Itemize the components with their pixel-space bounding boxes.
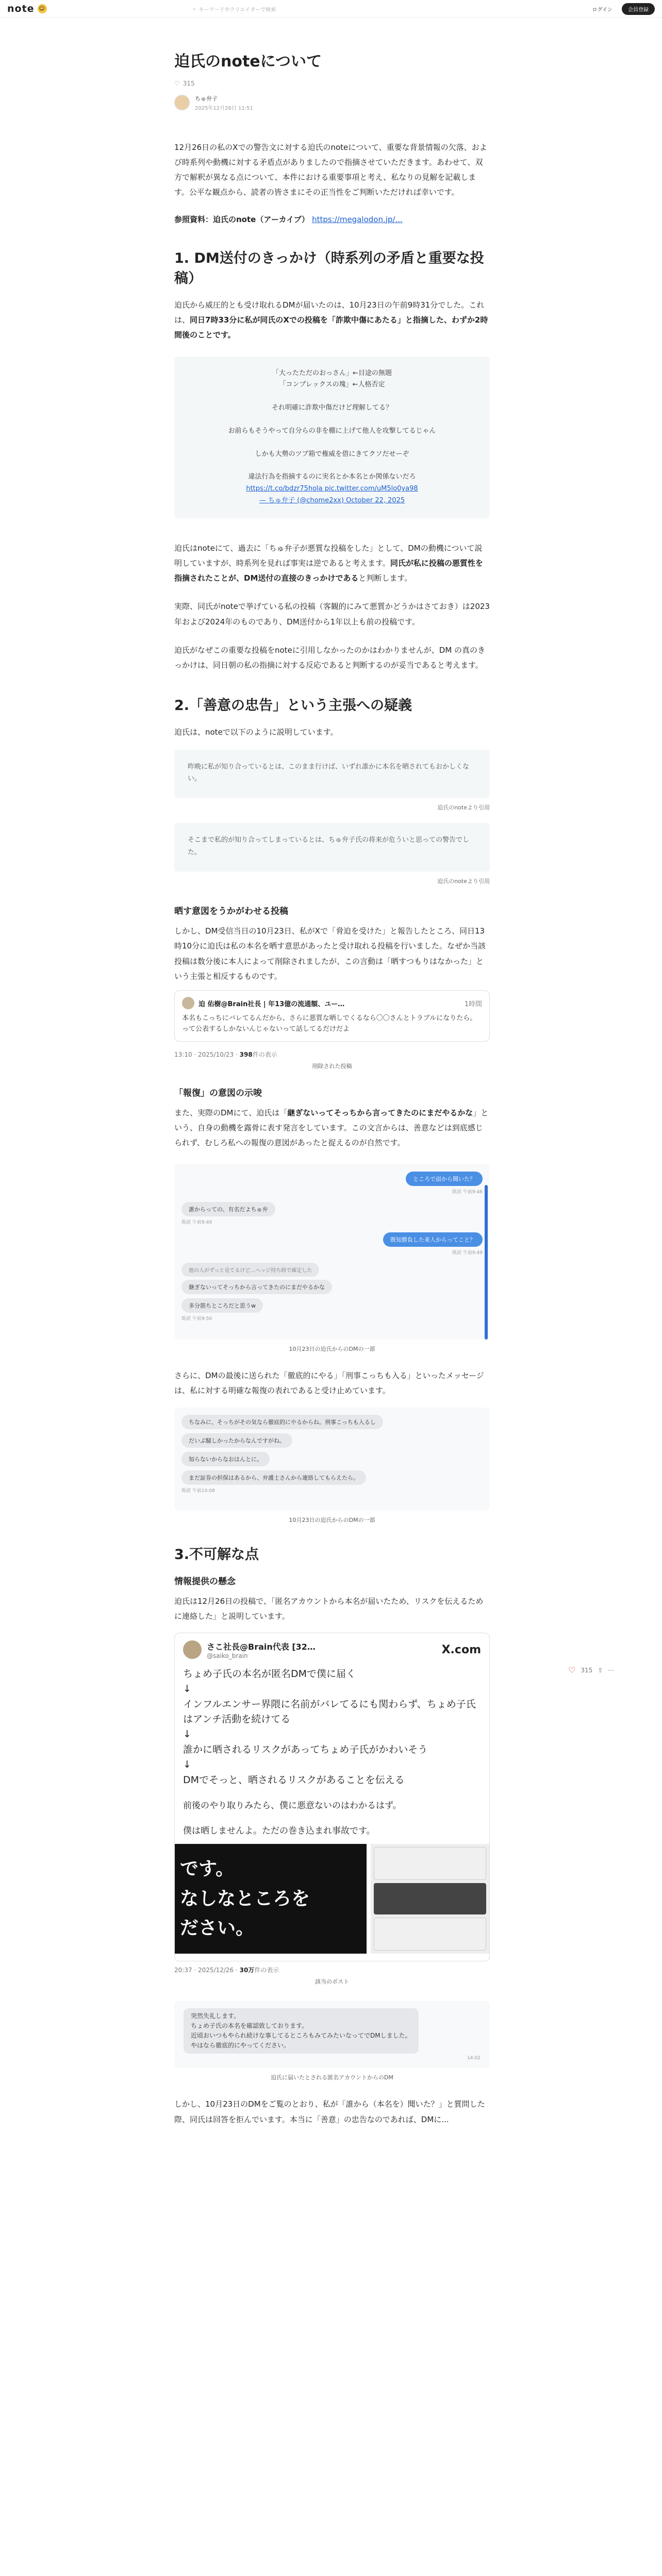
post-line: ↓ (183, 1759, 191, 1771)
dm-bubble-received: 誰からっての、有名だよちゅ弁 (181, 1202, 275, 1216)
attached-image-thumb (374, 1918, 486, 1951)
search-box[interactable] (193, 3, 339, 14)
tweet-line: お前らもそうやって自分らの非を棚に上げて他人を攻撃してるじゃん (228, 427, 436, 435)
paragraph-conclusion-1: 迫氏がなぜこの重要な投稿をnoteに引用しなかったのかはわかりませんが、DM の真のきっかけは、同日朝の私の指摘に対する反応であると判断するのが妥当であると考えます。 (174, 645, 486, 670)
post-line: ↓ (183, 1728, 191, 1740)
bold-span: 継ぎないってそっちから言ってきたのにまだやるかな (287, 1108, 473, 1117)
bold-span: 同日7時33分に私が同氏のXでの投稿を「詐欺中傷にあたる」と指摘した、わずか2時間後のことです。 (174, 315, 488, 340)
text-span: 迫氏から威圧的とも受け取れるDMが届いたのは、10月23日の午前9時31分でした。これは、 (174, 300, 485, 325)
intro-paragraph: 12月26日の私のXでの警告文に対する迫氏のnoteについて、重要な背景情報の欠落、および時系列や動機に対する矛盾点がありましたので指摘させていただきます。あわせて、双方で解釈が異なる点について、本件における重要事項と考え、私なりの見解を記載します。公平な観点から、読者の皆さまにその正当性をご判断いただければ幸いです。 (174, 142, 487, 197)
dm-timestamp: 既読 午前9:50 (181, 1316, 212, 1321)
search-input[interactable]: キーワードやクリエイターで検索 (198, 7, 276, 13)
dm-timestamp: 14:02 (467, 2056, 481, 2061)
post-text: 本名もこっちにバレてるんだから、さらに悪質な晒しでくるなら〇〇さんとトラブルになりたら。って公表するしかないんじゃないって話してるだけだよ (182, 1014, 477, 1033)
reference-line (174, 214, 490, 225)
more-icon[interactable]: ⋯ (608, 1666, 615, 1674)
dm-bubble-received: ちなみに、そっちがその気なら徹底的にやるからね。刑事こっちも入るし (181, 1415, 383, 1429)
view-suffix: 件の表示 (254, 1966, 279, 1974)
post-author: さこ社長@Brain代表 [32… (207, 1641, 316, 1652)
subheading-info-concern: 情報提供の懸念 (174, 1577, 236, 1587)
paragraph-note-explanation (174, 541, 490, 586)
attached-image-dark: です。 なしなところを ださい。 (175, 1844, 367, 1954)
deleted-post-card[interactable] (174, 990, 490, 1042)
share-icon[interactable]: ⇪ (598, 1666, 603, 1674)
x-post-screenshot[interactable] (174, 1633, 490, 1961)
reference-label: 参照資料：迫氏のnote（アーカイブ） (174, 214, 309, 224)
text-span: 迫氏はnoteにて、過去に「ちゅ弁子が悪質な投稿をした」として、DMの動機について説明していますが、時系列を見れば事実は逆であると考えます。 (174, 543, 483, 568)
paragraph-retaliation (174, 1106, 490, 1151)
post-meta (174, 1965, 490, 1974)
text-span: と判断します。 (358, 573, 412, 583)
view-count: 398 (239, 1050, 253, 1058)
post-line: 僕は晒しませんよ。ただの巻き込まれ事故です。 (183, 1825, 375, 1836)
post-line: インフルエンサー界隈に名前がバレてるにも関わらず、ちょめ子氏はアンチ活動を続けてる (183, 1698, 476, 1725)
tweet-line: それ明確に詐欺中傷だけど理解してる？ (271, 404, 392, 412)
like-count: 315 (581, 1666, 593, 1674)
section-heading-2: 2.「善意の忠告」という主張への疑義 (174, 698, 412, 714)
avatar (183, 1640, 202, 1659)
text-span: また、実際のDMにて、迫氏は「 (174, 1108, 288, 1117)
image-caption: 10月23日の迫氏からのDMの一部 (289, 1517, 375, 1524)
logo-face-icon: ☺ (38, 4, 47, 13)
dm-bubble-sent: ところで面から聞いた？ (406, 1172, 483, 1186)
post-handle: @saiko_brain (207, 1652, 248, 1659)
logo-text: note (7, 3, 35, 14)
attached-image-thumb (374, 1847, 486, 1880)
post-line: ↓ (183, 1683, 191, 1695)
view-suffix: 件の表示 (252, 1050, 277, 1058)
post-line: 前後のやり取りみたら、僕に悪意ないのはわかるはず。 (183, 1801, 402, 1811)
paragraph-past-posts: 実際、同氏がnoteで挙げている私の投稿（客観的にみて悪質かどうかはさておき）は2023年および2024年のものであり、DM送付から1年以上も前の投稿です。 (174, 602, 490, 626)
dm-bubble-received: 突然失礼します。 ちょめ子氏の本名を確認致しております。 近頃おいつもやられ続けな事してるところもみてみたいなってでDMしました。 やはなら徹底的にやってください。 (184, 2008, 419, 2054)
dm-screenshot-3 (174, 2001, 490, 2069)
section-heading-1: 1. DM送付のきっかけ（時系列の矛盾と重要な投稿） (174, 250, 484, 286)
post-time: 20:37 · 2025/12/26 · (174, 1966, 240, 1974)
like-count: 315 (183, 79, 195, 87)
reference-link[interactable]: https://megalodon.jp/... (312, 214, 403, 224)
paragraph-final-dm: さらに、DMの最後に送られた「徹底的にやる」「刑事こっちも入る」といったメッセージは、私に対する明確な報復の表れであると受け止めています。 (174, 1370, 484, 1395)
author-block[interactable] (174, 94, 490, 111)
post-author: 迫 佑樹@Brain社長 | 年13億の流通額、ユー… (198, 1000, 345, 1008)
tweet-link[interactable]: https://t.co/bdzr75hola pic.twitter.com/uM5lo0ya98 (246, 485, 418, 493)
avatar[interactable] (174, 95, 190, 110)
subheading-retaliation: 「報復」の意図の示唆 (174, 1088, 262, 1098)
dm-timestamp: 既読 午前9:49 (452, 1250, 483, 1256)
tweet-author-link[interactable]: — ちゅ弁子 (@chome2xx) October 22, 2025 (259, 496, 405, 504)
paragraph-claim: 迫氏は、noteで以下のように説明しています。 (174, 727, 338, 737)
post-meta (174, 1050, 490, 1059)
subheading-exposure-intent: 晒す意図をうかがわせる投稿 (174, 906, 288, 917)
post-line: ちょめ子氏の本名が匿名DMで僕に届く (183, 1668, 356, 1680)
heart-icon[interactable]: ♡ (568, 1665, 576, 1675)
post-line: DMでそっと、晒されるリスクがあることを伝える (183, 1774, 405, 1786)
login-button[interactable]: ログイン (592, 7, 613, 13)
image-caption: 該当のポスト (315, 1978, 349, 1985)
dm-bubble-received: 他の人がずっと見てるけど…ヘッジ持ち時で確定した (181, 1263, 319, 1277)
dm-screenshot-2 (174, 1408, 490, 1511)
paragraph-deleted-post: しかし、DM受信当日の10月23日、私がXで「脅迫を受けた」と報告したところ、同日13時10分に迫氏は私の本名を晒す意思があったと受け取れる投稿を行いました。なぜか当該投稿は数分後に本人によって削除されましたが、この言動は「晒すつもりはなかった」という主張と相反するものです。 (174, 926, 486, 981)
tweet-line: しかも大勢のツブ箱で権威を借にきてクソだせーぞ (255, 450, 409, 458)
text-span: 」という、自身の動機を露骨に表す発言をしています。この文言からは、善意などは到底感じられず、むしろ私への報復の意図があったと捉えるのが自然です。 (174, 1108, 489, 1148)
scrollbar[interactable] (485, 1185, 488, 1340)
embedded-tweet[interactable] (174, 357, 490, 518)
article (174, 52, 490, 2141)
dm-timestamp: 既読 午前10:08 (181, 1488, 215, 1494)
avatar (182, 997, 194, 1009)
dm-bubble-received: 継ぎないってそっちから言ってきたのにまだやるかな (181, 1280, 332, 1294)
quote-citation: 迫氏のnoteより引用 (437, 878, 490, 885)
tweet-line (195, 368, 469, 392)
quote-citation: 迫氏のnoteより引用 (437, 804, 490, 811)
author-name[interactable]: ちゅ弁子 (195, 95, 218, 102)
attached-image-thumb (374, 1883, 486, 1915)
heart-outline-icon: ♡ (174, 79, 180, 87)
search-icon: ⌕ (193, 6, 196, 12)
blockquote: 昨晩に私が知り合っているとは、このまま行けば、いずれ誰かに本名を晒されてもおかしくない。 (174, 750, 490, 799)
dm-bubble-received: だいぶ騒しかったからなんですがね。 (181, 1433, 292, 1448)
side-action-rail (568, 1665, 614, 1675)
top-header (0, 0, 662, 18)
like-count-top[interactable] (174, 80, 490, 87)
dm-screenshot-1 (174, 1164, 490, 1340)
tweet-line: 違法行為を指摘するのに実名とか本名とか関係ないだろ (248, 473, 416, 481)
paragraph-contradiction: しかし、10月23日のDMをご覧のとおり、私が「誰から（本名を）聞いた？」と質問した際、同氏は回答を拒んでいます。本当に「善意」の忠告なのであれば、DMに... (174, 2099, 485, 2124)
dm-timestamp: 既読 午前9:46 (452, 1189, 483, 1195)
bold-span: 同氏が私に投稿の悪質性を指摘されたことが、DM送付の直接のきっかけである (174, 558, 483, 583)
paragraph-claim-2: 迫氏は12月26日の投稿で、「匿名アカウントから本名が届いたため、リスクを伝えるために連絡した」と説明しています。 (174, 1597, 484, 1621)
image-caption: 削除された投稿 (312, 1062, 352, 1070)
tweet-line: 「大ったただのおっさん」←目途の無題 (272, 369, 392, 377)
tweet-line: 「コンプレックスの塊」←人格否定 (279, 381, 385, 389)
dm-bubble-received: 多分筋ちところだと思うw (181, 1298, 263, 1313)
post-time: 13:10 · 2025/10/23 · (174, 1050, 240, 1058)
post-age: 1時間 (464, 1000, 482, 1008)
x-logo: X.com (441, 1643, 481, 1656)
dm-timestamp: 既読 午前9:49 (181, 1219, 212, 1225)
view-count: 30万 (239, 1966, 255, 1974)
section-heading-3: 3.不可解な点 (174, 1547, 259, 1563)
post-line: 誰かに晒されるリスクがあってちょめ子氏がかわいそう (183, 1743, 428, 1755)
blockquote: そこまで私的が知り合ってしまっているとは、ちゅ弁子氏の将来が危ういと思っての警告でした。 (174, 823, 490, 872)
post-attached-images[interactable] (175, 1844, 489, 1954)
dm-bubble-sent: 既知勝負した来人からってこと？ (383, 1232, 483, 1247)
image-caption: 迫氏に届いたとされる匿名アカウントからのDM (271, 2074, 393, 2081)
dm-bubble-received: まだ証券の担保はあるから、弁護士さんから連絡してもらえたら。 (181, 1470, 366, 1485)
signup-button[interactable]: 会員登録 (622, 3, 655, 15)
dm-bubble-received: 知らないからなおはんとに。 (181, 1452, 270, 1466)
publish-date: 2025年12月26日 11:51 (195, 105, 253, 111)
article-title: 迫氏のnoteについて (174, 53, 322, 71)
note-logo[interactable] (7, 3, 47, 14)
paragraph-dm-trigger (174, 298, 490, 343)
image-caption: 10月23日の迫氏からのDMの一部 (289, 1345, 375, 1352)
